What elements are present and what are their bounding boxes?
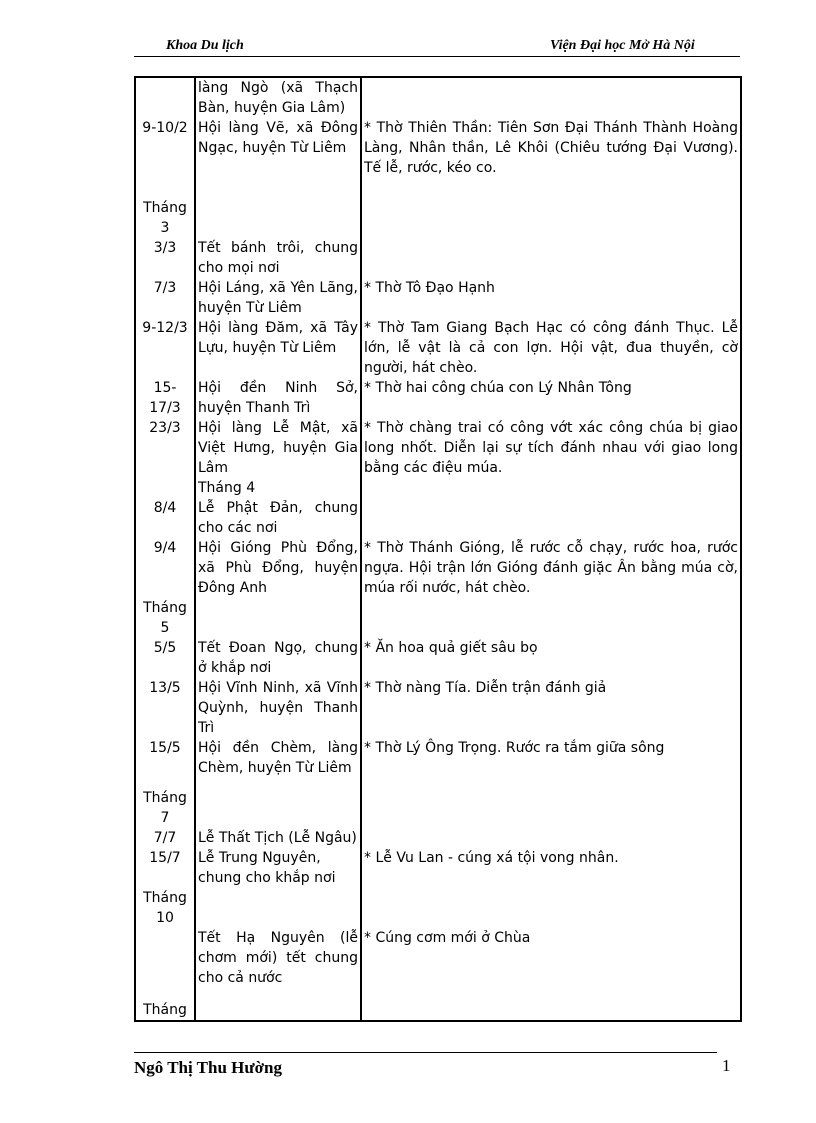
festival-name-cell: Hội làng Vẽ, xã Đông Ngạc, huyện Từ Liêm [195,118,361,178]
table-row [135,77,741,118]
date-cell: 15/7 [135,848,195,888]
table-row [135,638,741,678]
description-cell: * Thờ chàng trai có công vớt xác công chúa bị giao long nhốt. Diễn lại sự tích đánh nhau với giao long bằng các điệu múa. [361,418,741,478]
table-row [135,828,741,848]
table-row [135,418,741,478]
table-row [135,888,741,928]
description-cell [361,888,741,928]
header-right: Viện Đại học Mở Hà Nội [550,38,695,53]
table-row [135,778,741,828]
description-cell [361,77,741,118]
table-row [135,538,741,598]
description-cell: * Lễ Vu Lan - cúng xá tội vong nhân. [361,848,741,888]
festival-name-cell: Hội làng Đăm, xã Tây Lựu, huyện Từ Liêm [195,318,361,378]
festival-name-cell: Hội đền Ninh Sở, huyện Thanh Trì [195,378,361,418]
description-cell [361,778,741,828]
festival-table-body [135,77,741,1021]
festival-name-cell: Lễ Phật Đản, chung cho các nơi [195,498,361,538]
header-divider [134,56,740,57]
description-cell [361,478,741,498]
footer-divider [134,1052,717,1053]
description-cell [361,238,741,278]
date-cell: 7/3 [135,278,195,318]
table-row [135,238,741,278]
table-row [135,928,741,988]
festival-name-cell: Tết Đoan Ngọ, chung ở khắp nơi [195,638,361,678]
table-row [135,318,741,378]
date-cell: 13/5 [135,678,195,738]
description-cell [361,988,741,1021]
date-cell [135,77,195,118]
date-cell: 15-17/3 [135,378,195,418]
date-cell: Tháng [135,988,195,1021]
festival-name-cell: Hội làng Lễ Mật, xã Việt Hưng, huyện Gia Lâm [195,418,361,478]
table-row [135,678,741,738]
festival-name-cell: Hội Gióng Phù Đổng, xã Phù Đổng, huyện Đông Anh [195,538,361,598]
festival-name-cell: Tết bánh trôi, chung cho mọi nơi [195,238,361,278]
table-row [135,988,741,1021]
date-cell: 9-12/3 [135,318,195,378]
description-cell: * Thờ nàng Tía. Diễn trận đánh giả [361,678,741,738]
table-row [135,278,741,318]
table-row [135,738,741,778]
description-cell: * Ăn hoa quả giết sâu bọ [361,638,741,678]
description-cell: * Thờ Lý Ông Trọng. Rước ra tắm giữa sông [361,738,741,778]
date-cell: Tháng 7 [135,778,195,828]
date-cell: 5/5 [135,638,195,678]
festival-name-cell [195,178,361,238]
date-cell: 15/5 [135,738,195,778]
description-cell: * Thờ Tô Đạo Hạnh [361,278,741,318]
festival-name-cell: làng Ngò (xã Thạch Bàn, huyện Gia Lâm) [195,77,361,118]
description-cell [361,598,741,638]
header-left: Khoa Du lịch [166,38,244,53]
festival-name-cell: Hội Vĩnh Ninh, xã Vĩnh Quỳnh, huyện Thanh Trì [195,678,361,738]
date-cell: 23/3 [135,418,195,478]
festival-table [134,76,742,1022]
festival-name-cell: Tháng 4 [195,478,361,498]
description-cell: * Thờ hai công chúa con Lý Nhân Tông [361,378,741,418]
table-row [135,498,741,538]
table-row [135,478,741,498]
festival-name-cell: Hội đền Chèm, làng Chèm, huyện Từ Liêm [195,738,361,778]
date-cell: Tháng 10 [135,888,195,928]
table-row [135,178,741,238]
festival-name-cell: Tết Hạ Nguyên (lễ chơm mới) tết chung cho cả nước [195,928,361,988]
festival-name-cell: Lễ Trung Nguyên, chung cho khắp nơi [195,848,361,888]
page-number: 1 [722,1056,731,1075]
festival-name-cell: Hội Láng, xã Yên Lãng, huyện Từ Liêm [195,278,361,318]
description-cell [361,498,741,538]
footer-author: Ngô Thị Thu Hường [134,1058,282,1077]
date-cell [135,478,195,498]
description-cell: * Cúng cơm mới ở Chùa [361,928,741,988]
festival-name-cell [195,888,361,928]
description-cell [361,178,741,238]
date-cell: 7/7 [135,828,195,848]
festival-name-cell [195,778,361,828]
date-cell: 3/3 [135,238,195,278]
description-cell [361,828,741,848]
festival-name-cell: Lễ Thất Tịch (Lễ Ngâu) [195,828,361,848]
date-cell: 8/4 [135,498,195,538]
description-cell: * Thờ Thiên Thần: Tiên Sơn Đại Thánh Thành Hoàng Làng, Nhân thần, Lê Khôi (Chiêu tướng Đại Vương). Tế lễ, rước, kéo co. [361,118,741,178]
table-row [135,598,741,638]
description-cell: * Thờ Tam Giang Bạch Hạc có công đánh Thục. Lễ lớn, lễ vật là cả con lợn. Hội vật, đua thuyền, cờ người, hát chèo. [361,318,741,378]
date-cell: Tháng 3 [135,178,195,238]
date-cell [135,928,195,988]
date-cell: 9/4 [135,538,195,598]
festival-name-cell [195,988,361,1021]
festival-name-cell [195,598,361,638]
date-cell: Tháng 5 [135,598,195,638]
table-row [135,848,741,888]
table-row [135,378,741,418]
date-cell: 9-10/2 [135,118,195,178]
description-cell: * Thờ Thánh Gióng, lễ rước cỗ chạy, rước hoa, rước ngựa. Hội trận lớn Gióng đánh giặc Ân bằng múa cờ, múa rối nước, hát chèo. [361,538,741,598]
table-row [135,118,741,178]
